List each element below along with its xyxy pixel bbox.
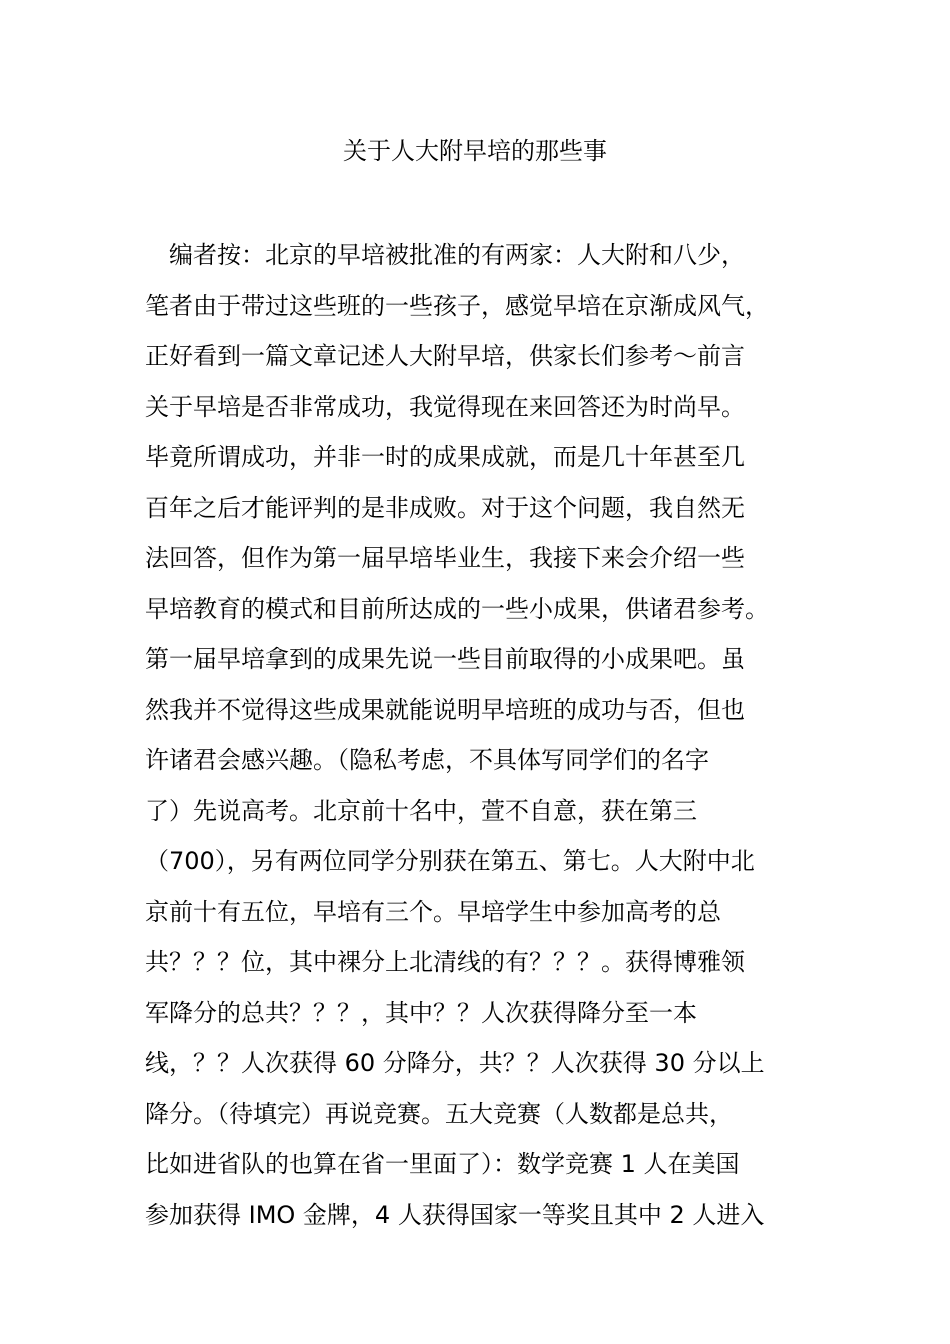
document-title: 关于人大附早培的那些事: [343, 137, 607, 165]
body-line: 第一届早培拿到的成果先说一些目前取得的小成果吧。虽: [145, 645, 745, 673]
body-line: 降分。（待填完）再说竞赛。五大竞赛（人数都是总共，: [145, 1099, 733, 1128]
body-line: 编者按：北京的早培被批准的有两家：人大附和八少，: [145, 241, 745, 269]
body-line: 参加获得 IMO 金牌，4 人获得国家一等奖且其中 2 人进入: [145, 1200, 765, 1229]
body-line: 百年之后才能评判的是非成败。对于这个问题，我自然无: [145, 493, 745, 522]
body-line: 正好看到一篇文章记述人大附早培，供家长们参考～前言: [145, 342, 745, 370]
body-line: 共？？？位，其中裸分上北清线的有？？？。获得博雅领: [145, 948, 745, 976]
body-line: 了）先说高考。北京前十名中，萱不自意，获在第三: [145, 796, 697, 825]
body-line: 比如进省队的也算在省一里面了）：数学竞赛 1 人在美国: [145, 1150, 740, 1178]
body-line: （700），另有两位同学分别获在第五、第七。人大附中北: [145, 847, 755, 875]
body-line: 笔者由于带过这些班的一些孩子，感觉早培在京渐成风气，: [145, 291, 769, 320]
body-line: 许诸君会感兴趣。（隐私考虑，不具体写同学们的名字: [145, 746, 709, 774]
body-line: 然我并不觉得这些成果就能说明早培班的成功与否，但也: [145, 695, 745, 724]
body-line: 京前十有五位，早培有三个。早培学生中参加高考的总: [145, 897, 721, 926]
document-body: [145, 230, 865, 1240]
body-line: 关于早培是否非常成功，我觉得现在来回答还为时尚早。: [145, 392, 745, 421]
body-line: 法回答，但作为第一届早培毕业生，我接下来会介绍一些: [145, 544, 745, 572]
body-line: 早培教育的模式和目前所达成的一些小成果，供诸君参考。: [145, 594, 769, 623]
body-line: 毕竟所谓成功，并非一时的成果成就，而是几十年甚至几: [145, 443, 745, 471]
body-line: 军降分的总共？？？，其中？？人次获得降分至一本: [145, 998, 697, 1027]
body-line: 线，？？人次获得 60 分降分，共？？人次获得 30 分以上: [145, 1049, 765, 1077]
